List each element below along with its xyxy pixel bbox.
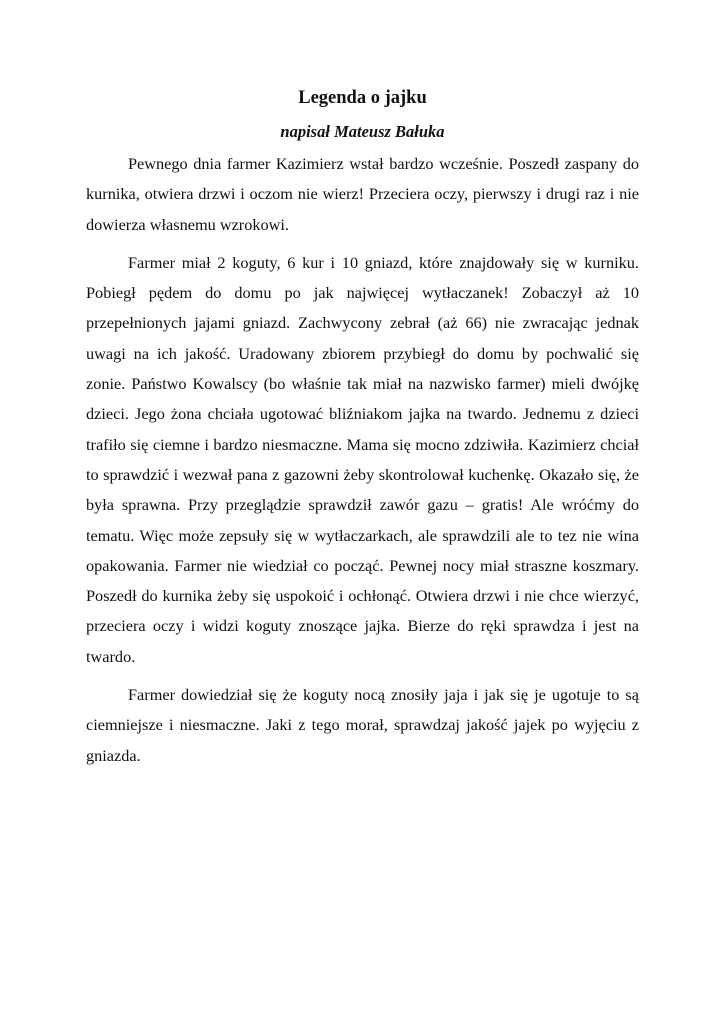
document-author: napisał Mateusz Bałuka: [280, 122, 445, 141]
document-page: [86, 86, 639, 779]
paragraph-1: Pewnego dnia farmer Kazimierz wstał bardzo wcześnie. Poszedł zaspany do kurnika, otwiera drzwi i oczom nie wierz! Przeciera oczy, pierwszy i drugi raz i nie dowierza własnemu wzrokowi.: [86, 154, 639, 234]
paragraph-3: Farmer dowiedział się że koguty nocą znosiły jaja i jak się je ugotuje to są ciemniejsze i niesmaczne. Jaki z tego morał, sprawdzaj jakość jajek po wyjęciu z gniazda.: [86, 685, 639, 765]
document-title: Legenda o jajku: [298, 88, 427, 108]
paragraph-2: Farmer miał 2 koguty, 6 kur i 10 gniazd, które znajdowały się w kurniku. Pobiegł pędem do domu po jak najwięcej wytłaczanek! Zobaczył aż 10 przepełnionych jajami gniazd. Zachwycony zebrał (aż 66) nie zwracając jednak uwagi na ich jakość. Uradowany zbiorem przybiegł do domu by pochwalić się zonie. Państwo Kowalscy (bo właśnie tak miał na nazwisko farmer) mieli dwójkę dzieci. Jego żona chciała ugotować bliźniakom jajka na twardo. Jednemu z dzieci trafiło się ciemne i bardzo niesmaczne. Mama się mocno zdziwiła. Kazimierz chciał to sprawdzić i wezwał pana z gazowni żeby skontrolował kuchenkę. Okazało się, że była sprawna. Przy przeglądzie sprawdził zawór gazu – gratis! Ale wróćmy do tematu. Więc może zepsuły się w wytłaczarkach, ale sprawdzili ale to tez nie wina opakowania. Farmer nie wiedział co począć. Pewnej nocy miał straszne koszmary. Poszedł do kurnika żeby się uspokoić i ochłonąć. Otwiera drzwi i nie chce wierzyć, przeciera oczy i widzi koguty znoszące jajka. Bierze do ręki sprawdza i jest na twardo.: [86, 252, 639, 666]
